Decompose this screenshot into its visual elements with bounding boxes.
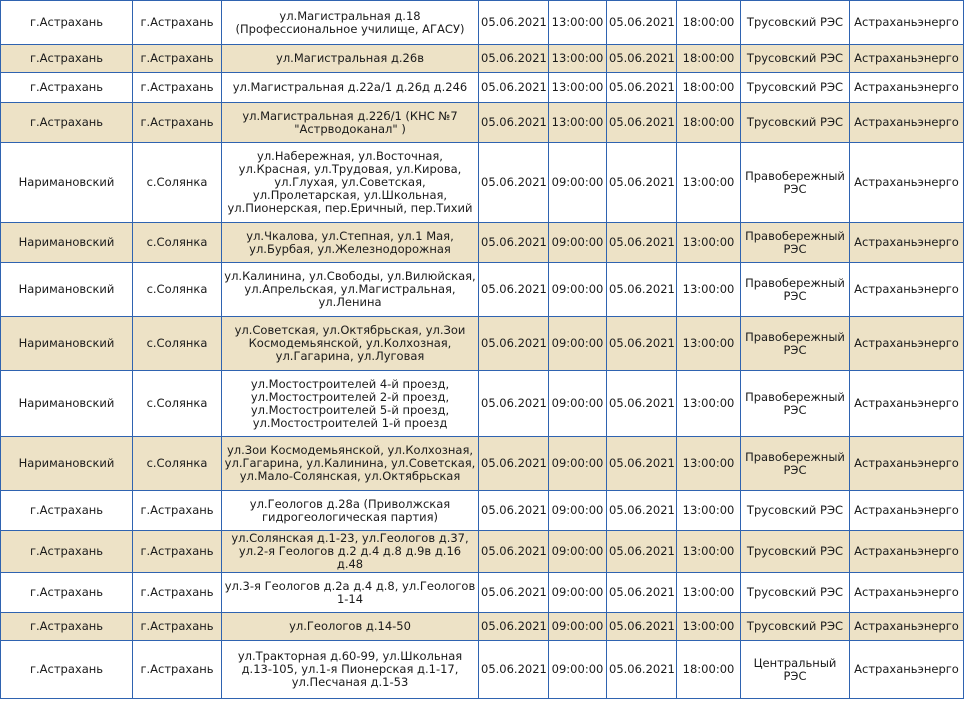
district-cell: г.Астрахань (1, 531, 133, 573)
locality-cell: г.Астрахань (133, 45, 222, 73)
start-date-cell: 05.06.2021 (479, 103, 549, 143)
district-cell: г.Астрахань (1, 613, 133, 641)
start-date-cell: 05.06.2021 (479, 437, 549, 491)
start-date-cell: 05.06.2021 (479, 371, 549, 437)
address-cell: ул.Мостостроителей 4-й проезд, ул.Мостостроителей 2-й проезд, ул.Мостостроителей 5-й проезд, ул.Мостостроителей 1-й проезд (222, 371, 479, 437)
address-cell: ул.Магистральная д.18 (Профессиональное училище, АГАСУ) (222, 1, 479, 45)
address-cell: ул.Магистральная д.26в (222, 45, 479, 73)
start-time-cell: 09:00:00 (549, 371, 607, 437)
end-date-cell: 05.06.2021 (607, 103, 677, 143)
organization-cell: Астраханьэнерго (850, 103, 964, 143)
res-cell: Правобережный РЭС (741, 317, 850, 371)
start-time-cell: 09:00:00 (549, 573, 607, 613)
table-row (1, 437, 964, 491)
start-date-cell: 05.06.2021 (479, 317, 549, 371)
district-cell: Наримановский (1, 263, 133, 317)
table-row (1, 317, 964, 371)
start-time-cell: 09:00:00 (549, 223, 607, 263)
start-time-cell: 09:00:00 (549, 531, 607, 573)
end-time-cell: 13:00:00 (677, 491, 741, 531)
address-cell: ул.Калинина, ул.Свободы, ул.Вилюйская, ул.Апрельская, ул.Магистральная, ул.Ленина (222, 263, 479, 317)
res-cell: Правобережный РЭС (741, 371, 850, 437)
end-date-cell: 05.06.2021 (607, 641, 677, 699)
table-row (1, 223, 964, 263)
organization-cell: Астраханьэнерго (850, 317, 964, 371)
table-row (1, 143, 964, 223)
start-time-cell: 09:00:00 (549, 143, 607, 223)
res-cell: Трусовский РЭС (741, 1, 850, 45)
start-time-cell: 09:00:00 (549, 437, 607, 491)
start-time-cell: 13:00:00 (549, 1, 607, 45)
organization-cell: Астраханьэнерго (850, 371, 964, 437)
locality-cell: г.Астрахань (133, 103, 222, 143)
table-row (1, 641, 964, 699)
end-time-cell: 18:00:00 (677, 73, 741, 103)
organization-cell: Астраханьэнерго (850, 641, 964, 699)
end-time-cell: 18:00:00 (677, 1, 741, 45)
start-date-cell: 05.06.2021 (479, 1, 549, 45)
table-row (1, 531, 964, 573)
address-cell: ул.Геологов д.28а (Приволжская гидрогеологическая партия) (222, 491, 479, 531)
locality-cell: г.Астрахань (133, 73, 222, 103)
locality-cell: с.Солянка (133, 437, 222, 491)
end-time-cell: 13:00:00 (677, 613, 741, 641)
end-time-cell: 13:00:00 (677, 143, 741, 223)
res-cell: Трусовский РЭС (741, 613, 850, 641)
locality-cell: г.Астрахань (133, 491, 222, 531)
organization-cell: Астраханьэнерго (850, 437, 964, 491)
address-cell: ул.Магистральная д.22б/1 (КНС №7 "Астрводоканал" ) (222, 103, 479, 143)
locality-cell: с.Солянка (133, 371, 222, 437)
res-cell: Трусовский РЭС (741, 45, 850, 73)
locality-cell: с.Солянка (133, 317, 222, 371)
end-time-cell: 13:00:00 (677, 317, 741, 371)
start-date-cell: 05.06.2021 (479, 641, 549, 699)
res-cell: Центральный РЭС (741, 641, 850, 699)
organization-cell: Астраханьэнерго (850, 143, 964, 223)
address-cell: ул.Набережная, ул.Восточная, ул.Красная, ул.Трудовая, ул.Кирова, ул.Глухая, ул.Советская, ул.Пролетарская, ул.Школьная, ул.Пионерская, пер.Еричный, пер.Тихий (222, 143, 479, 223)
locality-cell: г.Астрахань (133, 613, 222, 641)
end-time-cell: 13:00:00 (677, 531, 741, 573)
address-cell: ул.Тракторная д.60-99, ул.Школьная д.13-105, ул.1-я Пионерская д.1-17, ул.Песчаная д.1-53 (222, 641, 479, 699)
start-time-cell: 09:00:00 (549, 491, 607, 531)
end-time-cell: 13:00:00 (677, 573, 741, 613)
district-cell: Наримановский (1, 223, 133, 263)
address-cell: ул.Зои Космодемьянской, ул.Колхозная, ул.Гагарина, ул.Калинина, ул.Советская, ул.Мало-Солянская, ул.Октябрьская (222, 437, 479, 491)
start-date-cell: 05.06.2021 (479, 45, 549, 73)
table-row (1, 371, 964, 437)
res-cell: Трусовский РЭС (741, 73, 850, 103)
district-cell: г.Астрахань (1, 45, 133, 73)
end-time-cell: 18:00:00 (677, 641, 741, 699)
start-date-cell: 05.06.2021 (479, 491, 549, 531)
end-date-cell: 05.06.2021 (607, 531, 677, 573)
res-cell: Трусовский РЭС (741, 531, 850, 573)
table-row (1, 45, 964, 73)
organization-cell: Астраханьэнерго (850, 613, 964, 641)
district-cell: Наримановский (1, 317, 133, 371)
table-body (1, 1, 964, 699)
res-cell: Правобережный РЭС (741, 223, 850, 263)
res-cell: Трусовский РЭС (741, 573, 850, 613)
organization-cell: Астраханьэнерго (850, 491, 964, 531)
locality-cell: г.Астрахань (133, 573, 222, 613)
end-date-cell: 05.06.2021 (607, 491, 677, 531)
district-cell: г.Астрахань (1, 573, 133, 613)
address-cell: ул.Чкалова, ул.Степная, ул.1 Мая, ул.Бурбая, ул.Железнодорожная (222, 223, 479, 263)
locality-cell: с.Солянка (133, 263, 222, 317)
end-time-cell: 18:00:00 (677, 45, 741, 73)
end-time-cell: 18:00:00 (677, 103, 741, 143)
table-row (1, 491, 964, 531)
res-cell: Трусовский РЭС (741, 491, 850, 531)
start-time-cell: 09:00:00 (549, 317, 607, 371)
end-time-cell: 13:00:00 (677, 371, 741, 437)
start-time-cell: 09:00:00 (549, 263, 607, 317)
locality-cell: г.Астрахань (133, 1, 222, 45)
organization-cell: Астраханьэнерго (850, 573, 964, 613)
res-cell: Трусовский РЭС (741, 103, 850, 143)
end-date-cell: 05.06.2021 (607, 143, 677, 223)
start-time-cell: 13:00:00 (549, 73, 607, 103)
table-row (1, 613, 964, 641)
start-date-cell: 05.06.2021 (479, 573, 549, 613)
table-row (1, 263, 964, 317)
end-date-cell: 05.06.2021 (607, 263, 677, 317)
address-cell: ул.Солянская д.1-23, ул.Геологов д.37, ул.2-я Геологов д.2 д.4 д.8 д.9в д.16 д.48 (222, 531, 479, 573)
district-cell: г.Астрахань (1, 1, 133, 45)
end-time-cell: 13:00:00 (677, 223, 741, 263)
start-date-cell: 05.06.2021 (479, 223, 549, 263)
start-time-cell: 09:00:00 (549, 641, 607, 699)
end-date-cell: 05.06.2021 (607, 613, 677, 641)
table-row (1, 1, 964, 45)
organization-cell: Астраханьэнерго (850, 73, 964, 103)
organization-cell: Астраханьэнерго (850, 223, 964, 263)
start-date-cell: 05.06.2021 (479, 613, 549, 641)
start-time-cell: 13:00:00 (549, 45, 607, 73)
address-cell: ул.Советская, ул.Октябрьская, ул.Зои Космодемьянской, ул.Колхозная, ул.Гагарина, ул.Луговая (222, 317, 479, 371)
res-cell: Правобережный РЭС (741, 437, 850, 491)
table-row (1, 73, 964, 103)
start-date-cell: 05.06.2021 (479, 73, 549, 103)
start-date-cell: 05.06.2021 (479, 263, 549, 317)
district-cell: Наримановский (1, 437, 133, 491)
district-cell: г.Астрахань (1, 491, 133, 531)
district-cell: Наримановский (1, 371, 133, 437)
end-time-cell: 13:00:00 (677, 263, 741, 317)
organization-cell: Астраханьэнерго (850, 263, 964, 317)
start-date-cell: 05.06.2021 (479, 143, 549, 223)
district-cell: г.Астрахань (1, 103, 133, 143)
organization-cell: Астраханьэнерго (850, 531, 964, 573)
address-cell: ул.Геологов д.14-50 (222, 613, 479, 641)
start-time-cell: 09:00:00 (549, 613, 607, 641)
locality-cell: с.Солянка (133, 223, 222, 263)
address-cell: ул.Магистральная д.22а/1 д.26д д.246 (222, 73, 479, 103)
locality-cell: с.Солянка (133, 143, 222, 223)
organization-cell: Астраханьэнерго (850, 45, 964, 73)
table-row (1, 103, 964, 143)
res-cell: Правобережный РЭС (741, 143, 850, 223)
end-date-cell: 05.06.2021 (607, 223, 677, 263)
end-time-cell: 13:00:00 (677, 437, 741, 491)
locality-cell: г.Астрахань (133, 531, 222, 573)
district-cell: г.Астрахань (1, 73, 133, 103)
district-cell: Наримановский (1, 143, 133, 223)
end-date-cell: 05.06.2021 (607, 1, 677, 45)
end-date-cell: 05.06.2021 (607, 45, 677, 73)
start-date-cell: 05.06.2021 (479, 531, 549, 573)
end-date-cell: 05.06.2021 (607, 317, 677, 371)
table-row (1, 573, 964, 613)
district-cell: г.Астрахань (1, 641, 133, 699)
end-date-cell: 05.06.2021 (607, 573, 677, 613)
end-date-cell: 05.06.2021 (607, 73, 677, 103)
locality-cell: г.Астрахань (133, 641, 222, 699)
end-date-cell: 05.06.2021 (607, 437, 677, 491)
organization-cell: Астраханьэнерго (850, 1, 964, 45)
end-date-cell: 05.06.2021 (607, 371, 677, 437)
res-cell: Правобережный РЭС (741, 263, 850, 317)
address-cell: ул.3-я Геологов д.2а д.4 д.8, ул.Геологов 1-14 (222, 573, 479, 613)
start-time-cell: 13:00:00 (549, 103, 607, 143)
